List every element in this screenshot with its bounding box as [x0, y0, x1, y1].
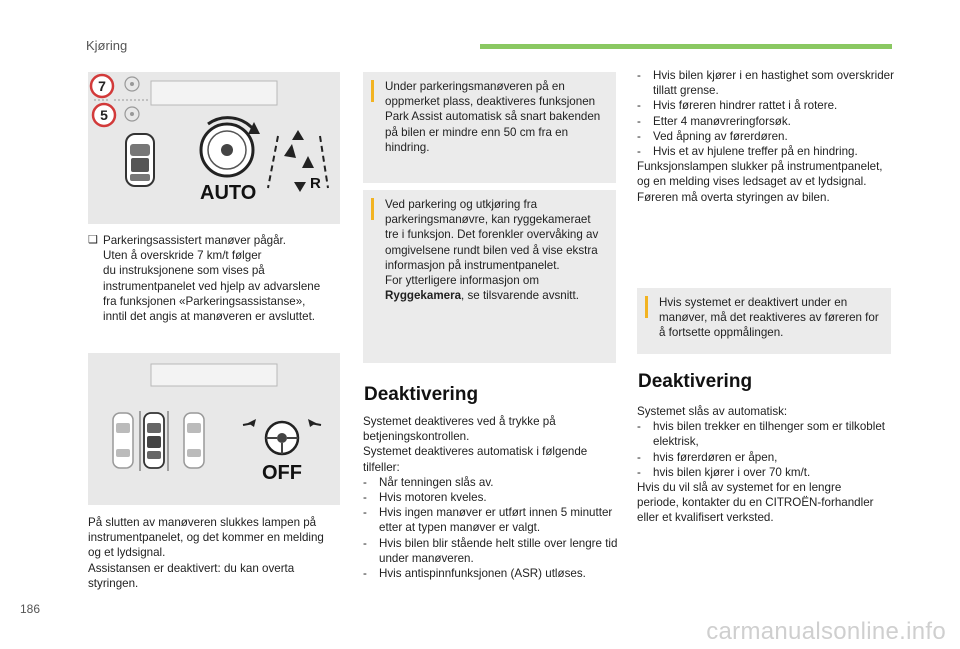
text-line: periode, kontakter du en CITROËN-forhandler — [637, 496, 874, 510]
section-title: Kjøring — [86, 38, 128, 53]
info-line: hindring. — [385, 140, 430, 154]
deactivation-conditions-continued — [637, 68, 897, 205]
info-line: omgivelsene rundt bilen ved å vise ekstra — [385, 243, 598, 257]
text-line: Hvis du vil slå av systemet for en lengre — [637, 481, 842, 495]
info-line: Park Assist automatisk så snart bakenden — [385, 110, 601, 124]
list-item: - Når tenningen slås av. — [363, 475, 619, 490]
list-item: - Hvis ingen manøver er utført innen 5 minutter etter at typen manøver er valgt. — [363, 505, 619, 535]
watermark: carmanualsonline.info — [706, 618, 946, 645]
info-line: Hvis systemet er deaktivert under en — [659, 296, 848, 309]
intro-line: betjeningskontrollen. — [363, 430, 470, 444]
car-top-view-icon — [126, 134, 154, 186]
list-item: - Etter 4 manøvreringforsøk. — [637, 114, 897, 129]
intro-line: tilfeller: — [363, 460, 400, 474]
info-ref-line — [385, 288, 608, 303]
page-number: 186 — [20, 602, 41, 616]
label-5: 5 — [100, 107, 108, 123]
info-line: manøver, må det reaktiveres av føreren for — [659, 311, 879, 325]
header-bar — [480, 44, 892, 49]
intro-line: Systemet deaktiveres ved å trykke på — [363, 415, 556, 428]
label-7: 7 — [98, 78, 106, 94]
bullet-line: Parkeringsassistert manøver pågår. — [103, 234, 286, 247]
info-box-reversing-camera — [363, 190, 616, 363]
list-item: - hvis førerdøren er åpen, — [637, 450, 893, 465]
text-line: og et lydsignal. — [88, 546, 166, 560]
list-item: - Hvis bilen kjører i en hastighet som overskrider tillatt grense. — [637, 68, 897, 98]
info-line: tre i funksjon. Det forenkler overvåking av — [385, 228, 599, 242]
indicator-5 — [93, 104, 115, 126]
text-line: Føreren må overta styringen av bilen. — [637, 190, 830, 204]
list-item: - hvis bilen trekker en tilhenger som er tilkoblet elektrisk, — [637, 419, 893, 449]
list-item: - Hvis føreren hindrer rattet i å rotere. — [637, 98, 897, 113]
steering-indicator-icon-2 — [125, 107, 139, 121]
deactivation-section-1 — [363, 414, 619, 581]
list-item: - hvis bilen kjører i over 70 km/t. — [637, 465, 893, 480]
deactivation-heading-1: Deaktivering — [364, 384, 479, 405]
list-item: - Ved åpning av førerdøren. — [637, 129, 897, 144]
reverse-label: R — [310, 175, 321, 192]
deactivation-heading-2: Deaktivering — [638, 371, 753, 392]
check-box-icon: ❑ — [88, 234, 98, 246]
info-line: Under parkeringsmanøveren på en — [385, 80, 565, 93]
info-line: parkeringsmanøvre, kan ryggekameraet — [385, 213, 591, 227]
list-item: - Hvis et av hjulene treffer på en hindring. — [637, 144, 897, 159]
list-item: - Hvis bilen blir stående helt stille over lengre tid under manøveren. — [363, 536, 619, 566]
bullet-line: instrumentpanelet ved hjelp av advarslene — [103, 279, 321, 293]
auto-label: AUTO — [200, 182, 257, 204]
intro-line: Systemet deaktiveres automatisk i følgende — [363, 445, 588, 459]
reversing-camera-link[interactable]: Ryggekamera — [385, 289, 462, 303]
info-line: å fortsette oppmålingen. — [659, 326, 784, 340]
parked-cars-icon — [113, 411, 204, 471]
text-line: Funksjonslampen slukker på instrumentpanelet, — [637, 160, 883, 174]
park-assist-auto-drawing — [88, 72, 340, 224]
bullet-line: Uten å overskride 7 km/t følger — [103, 249, 262, 263]
text-line: instrumentpanelet, og det kommer en melding — [88, 531, 324, 545]
indicator-7 — [91, 75, 113, 97]
info-line: på bilen er mindre enn 50 cm fra en — [385, 125, 569, 139]
info-box-reactivation — [637, 288, 891, 354]
steering-indicator-icon — [125, 77, 139, 91]
text-line: På slutten av manøveren slukkes lampen på — [88, 516, 317, 529]
text-line: og en melding vises ledsaget av et lydsignal. — [637, 175, 867, 189]
info-line: informasjon på instrumentpanelet. — [385, 258, 560, 272]
park-assist-off-drawing — [88, 353, 340, 505]
text-line: styringen. — [88, 576, 139, 590]
park-assist-off-illustration — [88, 353, 340, 505]
info-line: Ved parkering og utkjøring fra — [385, 198, 538, 211]
bullet-line: inntil det angis at manøveren er avsluttet. — [103, 310, 316, 324]
text-line: Assistansen er deaktivert: du kan overta — [88, 561, 295, 575]
park-assist-auto-illustration — [88, 72, 340, 224]
deactivation-section-2 — [637, 404, 893, 526]
maneuver-instruction — [88, 233, 340, 324]
bullet-line: fra funksjonen «Parkeringsassistanse», — [103, 294, 306, 308]
ref-tail: , se tilsvarende avsnitt. — [461, 289, 579, 303]
maneuver-end-text — [88, 515, 343, 591]
list-item: - Hvis motoren kveles. — [363, 490, 619, 505]
text-line: eller et kvalifisert verksted. — [637, 511, 774, 525]
list-item: - Hvis antispinnfunksjonen (ASR) utløses. — [363, 566, 619, 581]
intro-line: Systemet slås av automatisk: — [637, 405, 788, 418]
off-label: OFF — [262, 462, 302, 484]
steering-wheel-icon — [201, 118, 260, 176]
steering-wheel-off-icon — [243, 419, 321, 454]
info-line: For ytterligere informasjon om — [385, 274, 539, 288]
bullet-line: du instruksjonene som vises på — [103, 264, 265, 278]
info-line: oppmerket plass, deaktiveres funksjonen — [385, 95, 596, 109]
info-box-auto-deactivation — [363, 72, 616, 183]
